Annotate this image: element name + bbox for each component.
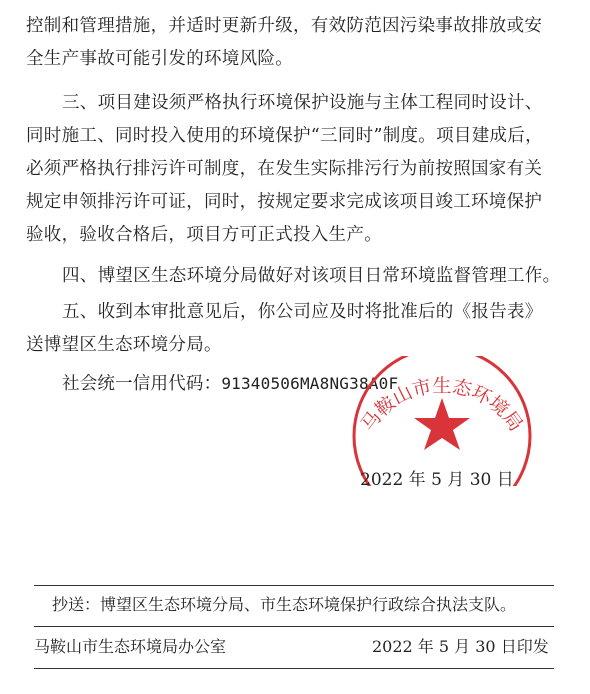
clause-4-line: 四、博望区生态环境分局做好对该项目日常环境监督管理工作。: [62, 266, 561, 286]
seal-text: 马鞍山市生态环境局: [356, 374, 528, 436]
clause-3-line-4: 规定申领排污许可证，同时，按规定要求完成该项目竣工环境保护: [26, 192, 543, 212]
footer-divider-bottom: [34, 668, 554, 669]
footer-divider-top: [34, 585, 554, 586]
issuing-office: 马鞍山市生态环境局办公室: [34, 637, 227, 656]
print-date: 2022 年 5 月 30 日印发: [372, 637, 549, 656]
clause-5-line-2: 送博望区生态环境分局。: [26, 335, 222, 355]
clause-3-line-5: 验收，验收合格后，项目方可正式投入生产。: [26, 225, 382, 245]
body-line-1: 控制和管理措施，并适时更新升级，有效防范因污染事故排放或安: [26, 16, 543, 36]
footer-divider-middle: [34, 626, 554, 627]
star-icon: [414, 398, 470, 450]
credit-code-value: 91340506MA8NG38A0F: [221, 374, 399, 393]
clause-3-line-1: 三、项目建设须严格执行环境保护设施与主体工程同时设计、: [62, 93, 543, 113]
credit-code-line: [62, 372, 398, 396]
cc-line: 抄送：博望区生态环境分局、市生态环境保护行政综合执法支队。: [52, 595, 517, 614]
clause-5-line-1: 五、收到本审批意见后，你公司应及时将批准后的《报告表》: [62, 302, 543, 322]
clause-3-line-3: 必须严格执行排污许可制度，在发生实际排污行为前按照国家有关: [26, 159, 543, 179]
credit-code-label: 社会统一信用代码：: [62, 374, 222, 394]
clause-3-line-2: 同时施工、同时投入使用的环境保护“三同时”制度。项目建成后，: [26, 126, 543, 146]
issue-date: 2022 年 5 月 30 日: [360, 470, 514, 490]
body-line-2: 全生产事故可能引发的环境风险。: [26, 49, 293, 69]
